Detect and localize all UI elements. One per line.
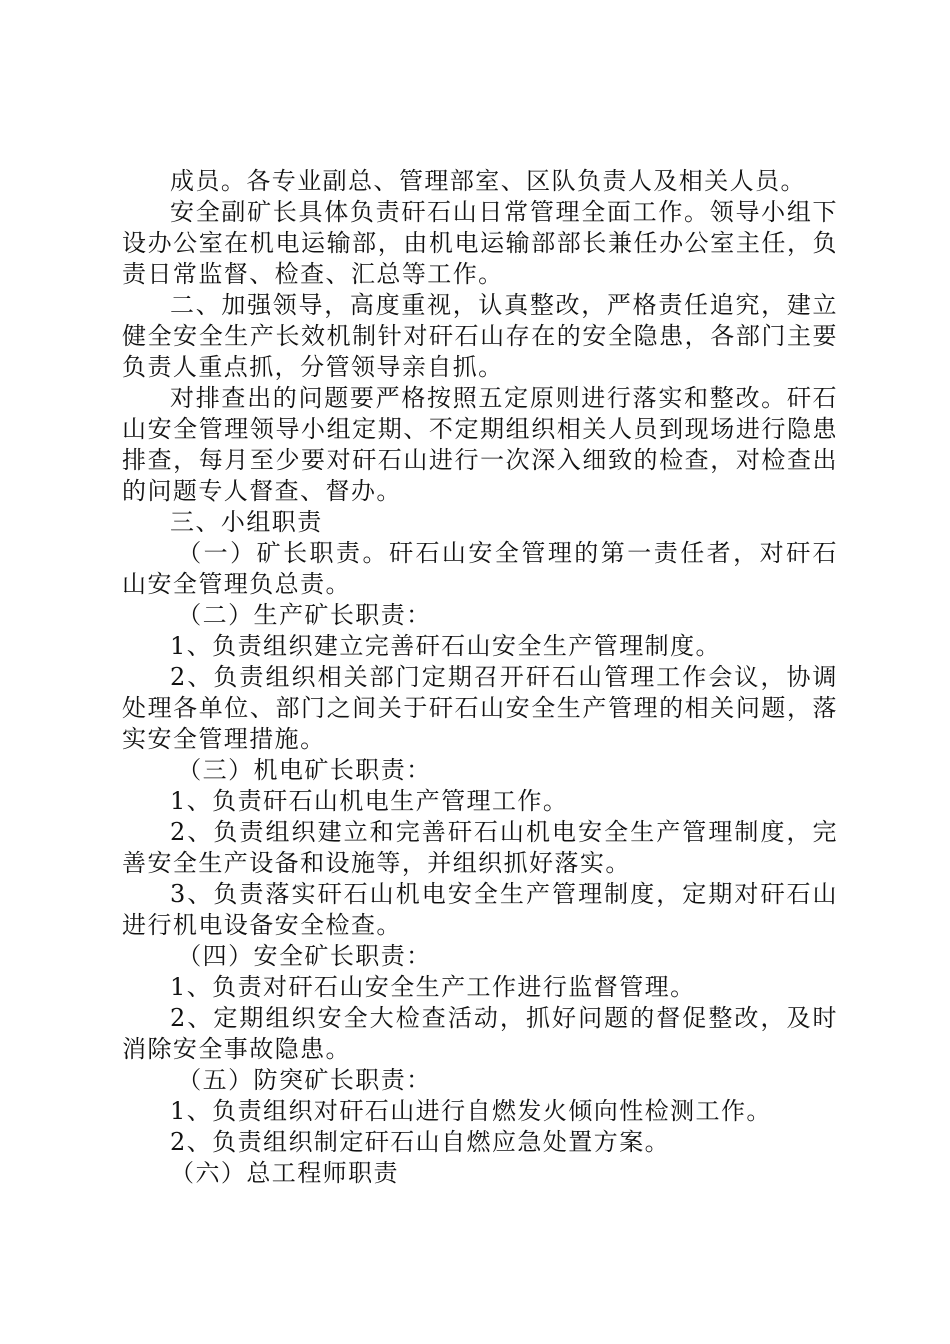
paragraph-1: 成员。各专业副总、管理部室、区队负责人及相关人员。 — [170, 167, 806, 195]
item-4-2: 2、定期组织安全大检查活动，抓好问题的督促整改，及时消除安全事故隐患。 — [122, 1004, 838, 1063]
item-5-1: 1、负责组织对矸石山进行自燃发火倾向性检测工作。 — [170, 1097, 772, 1125]
paragraph-4: 对排查出的问题要严格按照五定原则进行落实和整改。矸石山安全管理领导小组定期、不定期组织相关人员到现场进行隐患排查，每月至少要对矸石山进行一次深入细致的检查，对检查出的问题专人督查、督办。 — [122, 384, 838, 505]
subsection-5: （五）防突矿长职责： — [177, 1066, 432, 1094]
subsection-4: （四）安全矿长职责： — [177, 942, 432, 970]
paragraph-3: 二、加强领导，高度重视，认真整改，严格责任追究，建立健全安全生产长效机制针对矸石山存在的安全隐患，各部门主要负责人重点抓，分管领导亲自抓。 — [122, 291, 838, 381]
item-2-1: 1、负责组织建立完善矸石山安全生产管理制度。 — [170, 632, 721, 660]
item-2-2: 2、负责组织相关部门定期召开矸石山管理工作会议，协调处理各单位、部门之间关于矸石山安全生产管理的相关问题，落实安全管理措施。 — [122, 663, 838, 753]
item-3-1: 1、负责矸石山机电生产管理工作。 — [170, 787, 569, 815]
item-4-1: 1、负责对矸石山安全生产工作进行监督管理。 — [170, 973, 696, 1001]
subsection-3: （三）机电矿长职责： — [177, 756, 432, 784]
section-heading-3: 三、小组职责 — [170, 508, 323, 536]
item-3-3: 3、负责落实矸石山机电安全生产管理制度，定期对矸石山进行机电设备安全检查。 — [122, 880, 838, 939]
item-3-2: 2、负责组织建立和完善矸石山机电安全生产管理制度，完善安全生产设备和设施等，并组织抓好落实。 — [122, 818, 838, 877]
subsection-1: （一）矿长职责。矸石山安全管理的第一责任者，对矸石山安全管理负总责。 — [122, 539, 838, 598]
subsection-6: （六）总工程师职责 — [170, 1159, 399, 1187]
document-body — [122, 166, 838, 1189]
paragraph-2: 安全副矿长具体负责矸石山日常管理全面工作。领导小组下设办公室在机电运输部，由机电运输部部长兼任办公室主任，负责日常监督、检查、汇总等工作。 — [122, 198, 838, 288]
item-5-2: 2、负责组织制定矸石山自燃应急处置方案。 — [170, 1128, 671, 1156]
subsection-2: （二）生产矿长职责： — [177, 601, 432, 629]
